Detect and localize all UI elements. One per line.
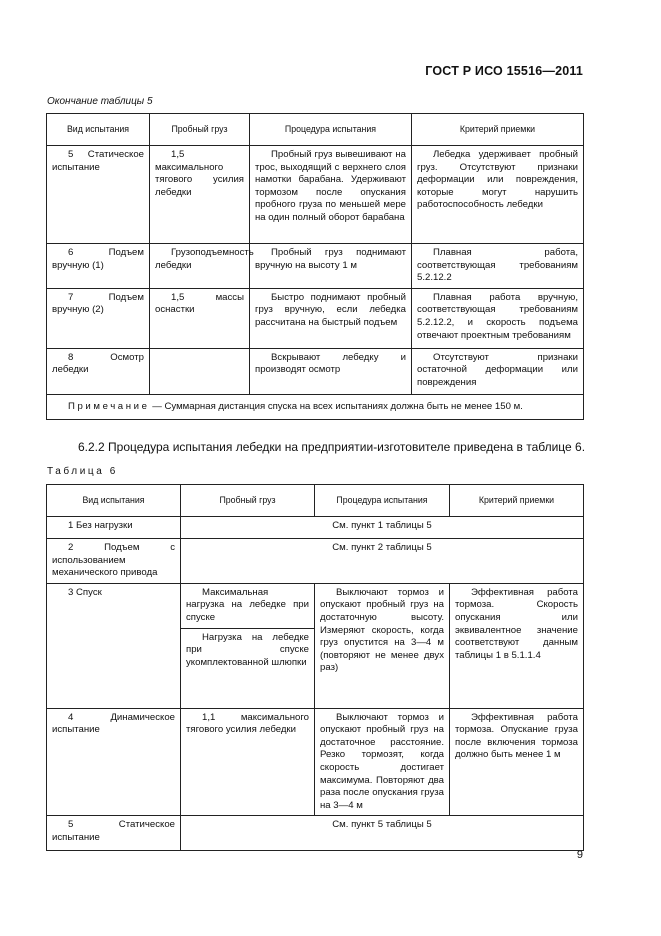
t6-header-criterion: Критерий приемки: [450, 485, 584, 517]
table-row: [47, 348, 584, 394]
t5-cell: 1,5 максимального тягового усилия лебедки: [150, 146, 250, 244]
t5-header-criterion: Критерий приемки: [412, 114, 584, 146]
t5-header-load: Пробный груз: [150, 114, 250, 146]
table-5: [46, 113, 584, 420]
t6-cell: Выключают тормоз и опускают пробный груз на достаточную высоту. Измеряют скорость, когда груз опустится на 3—4 м (повторяют не менее двух раз): [315, 583, 450, 708]
paragraph-6-2-2: 6.2.2 Процедура испытания лебедки на предприятии-изготовителе приведена в таблице 6.: [78, 440, 586, 454]
t5-cell: Быстро поднимают пробный груз вручную, если лебедка рассчитана на быстрый подъем: [250, 288, 412, 348]
t5-cell: Грузоподъемность лебедки: [150, 244, 250, 289]
table-row: [47, 288, 584, 348]
t5-cell: Плавная работа, соответствующая требованиям 5.2.12.2: [412, 244, 584, 289]
t6-ref: См. пункт 2 таблицы 5: [181, 539, 584, 584]
t5-cell: 8 Осмотр лебедки: [47, 348, 150, 394]
t5-cell: Отсутствуют признаки остаточной деформации или повреждения: [412, 348, 584, 394]
t6-cell: 5 Статическое испытание: [47, 816, 181, 851]
table-row: [47, 146, 584, 244]
table-row: [47, 816, 584, 851]
t5-cell: 7 Подъем вручную (2): [47, 288, 150, 348]
t5-cell: 6 Подъем вручную (1): [47, 244, 150, 289]
t6-cell: 2 Подъем с использованием механического привода: [47, 539, 181, 584]
t6-cell: Эффективная работа тормоза. Скорость опускания или эквивалентное значение соответствуют данным таблицы 1 в 5.1.1.4: [450, 583, 584, 708]
t6-cell: Максимальная нагрузка на лебедке при спуске: [181, 583, 315, 628]
standard-header: ГОСТ Р ИСО 15516—2011: [425, 64, 583, 78]
t5-cell: Пробный груз поднимают вручную на высоту 1 м: [250, 244, 412, 289]
table-row: [47, 708, 584, 816]
table-row: [47, 244, 584, 289]
t5-cell: Лебедка удерживает пробный груз. Отсутствуют признаки деформации или повреждения, которые могут нарушить работоспособность лебедки: [412, 146, 584, 244]
t5-cell: [150, 348, 250, 394]
t5-header-type: Вид испытания: [47, 114, 150, 146]
t6-cell: 1,1 максимального тягового усилия лебедки: [181, 708, 315, 816]
t6-header-load: Пробный груз: [181, 485, 315, 517]
t6-ref: См. пункт 5 таблицы 5: [181, 816, 584, 851]
table6-caption: Таблица 6: [47, 466, 118, 477]
t5-note: [47, 394, 584, 420]
t6-cell: Нагрузка на лебедке при спуске укомплектованной шлюпки: [181, 628, 315, 708]
t6-header-procedure: Процедура испытания: [315, 485, 450, 517]
note-text: — Суммарная дистанция спуска на всех испытаниях должна быть не менее 150 м.: [149, 400, 523, 412]
table-row: [47, 539, 584, 584]
t5-header-procedure: Процедура испытания: [250, 114, 412, 146]
t5-cell: 5 Статическое испытание: [47, 146, 150, 244]
note-label: Примечание: [68, 400, 150, 412]
t6-header-type: Вид испытания: [47, 485, 181, 517]
t6-cell: 1 Без нагрузки: [47, 517, 181, 539]
t6-cell: Эффективная работа тормоза. Опускание груза после включения тормоза должно быть менее 1 м: [450, 708, 584, 816]
table-6: [46, 484, 584, 851]
t6-cell: Выключают тормоз и опускают пробный груз на достаточное расстояние. Резко тормозят, когда скорость достигает максимума. Повторяют два раза после опускания груза на 3—4 м: [315, 708, 450, 816]
t6-ref: См. пункт 1 таблицы 5: [181, 517, 584, 539]
t5-cell: Плавная работа вручную, соответствующая требованиям 5.2.12.2, и скорость подъема отвечают проектным требованиям: [412, 288, 584, 348]
t5-cell: Вскрывают лебедку и производят осмотр: [250, 348, 412, 394]
t6-cell: 4 Динамическое испытание: [47, 708, 181, 816]
table-row: [47, 517, 584, 539]
t6-cell: 3 Спуск: [47, 583, 181, 708]
table5-caption: Окончание таблицы 5: [47, 96, 153, 107]
t5-cell: Пробный груз вывешивают на трос, выходящий с верхнего слоя намотки барабана. Удерживают тормозом после опускания пробного груза по меньшей мере на один полный оборот барабана: [250, 146, 412, 244]
t5-cell: 1,5 массы оснастки: [150, 288, 250, 348]
page-number: 9: [576, 849, 583, 861]
table-row: [47, 583, 584, 628]
